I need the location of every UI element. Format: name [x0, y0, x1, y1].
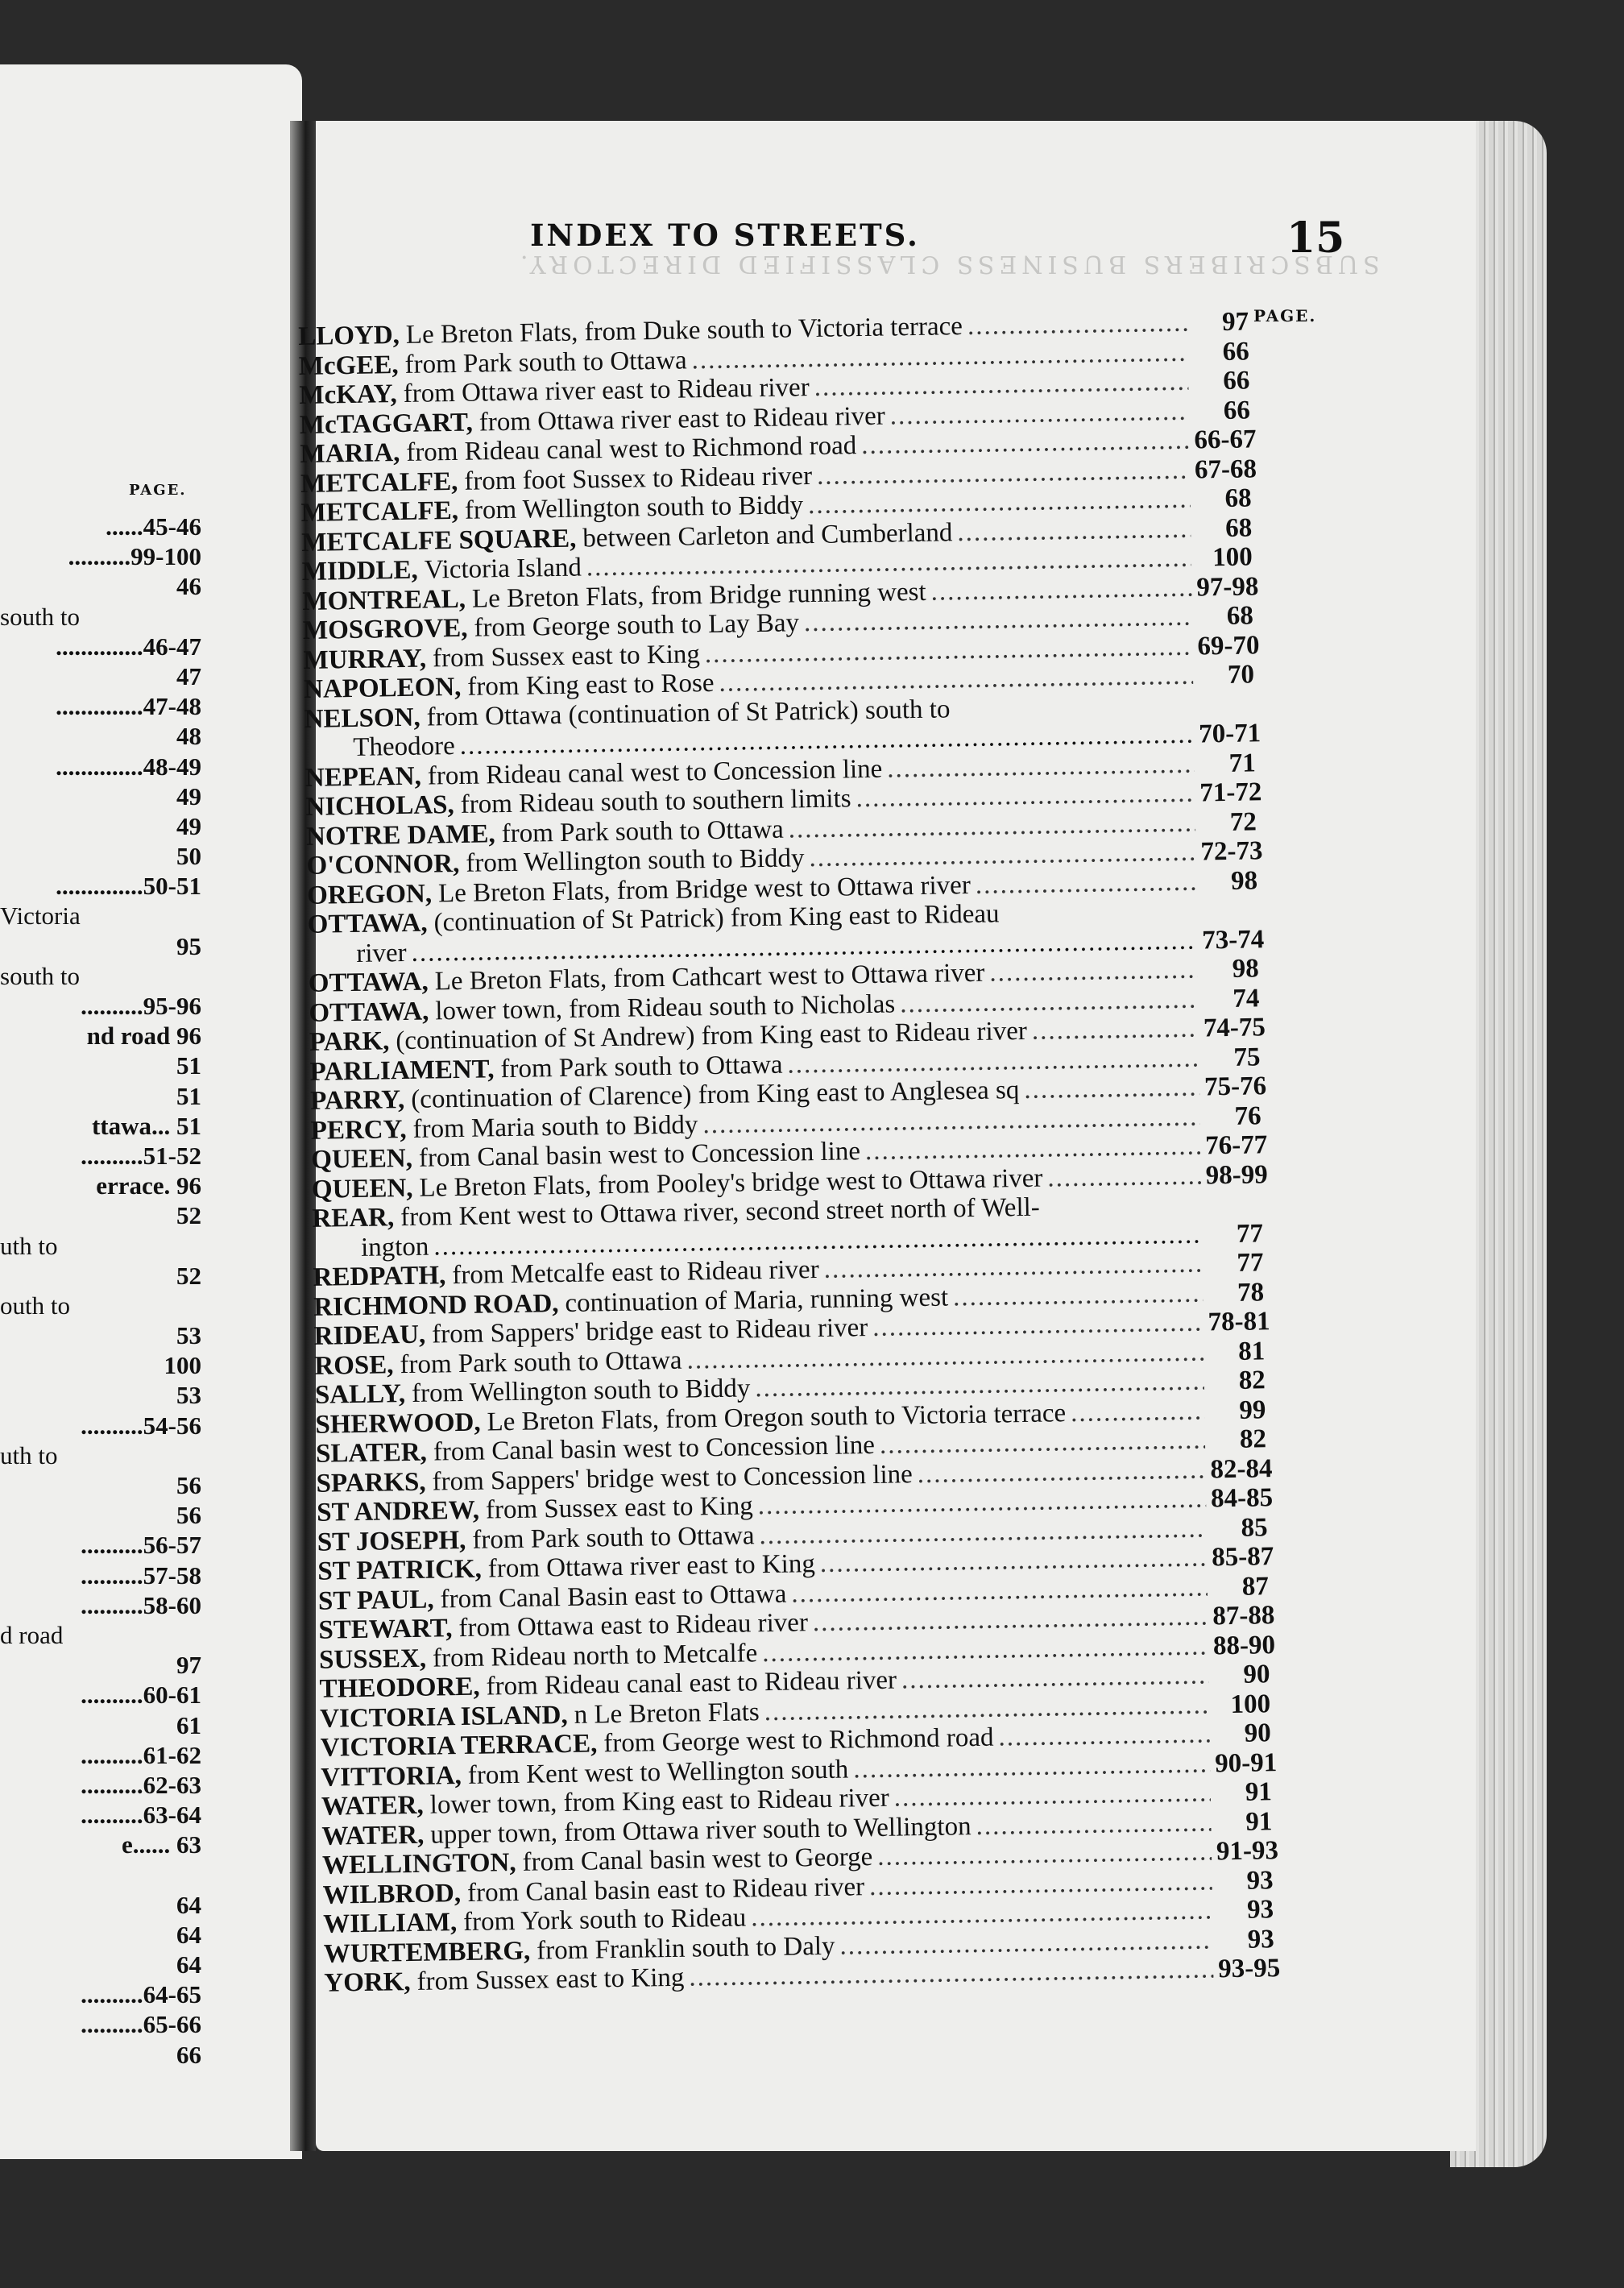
street-name: WURTEMBERG, — [323, 1936, 531, 1969]
street-name: OTTAWA, — [309, 997, 429, 1028]
continuation-text: river — [356, 938, 407, 968]
street-name: WELLINGTON, — [321, 1847, 516, 1880]
page-reference: 66 — [1223, 366, 1250, 396]
left-index-line: 56 — [176, 1501, 201, 1530]
street-description: from Rideau canal west to Richmond road — [406, 431, 857, 467]
street-name: PERCY, — [310, 1114, 407, 1146]
street-name: McKAY, — [299, 379, 398, 410]
street-name: PARRY, — [309, 1085, 405, 1116]
page-reference: 91 — [1245, 1806, 1273, 1837]
left-index-line: ..........99-100 — [68, 542, 201, 571]
page-reference: 90 — [1243, 1660, 1270, 1689]
left-page — [0, 64, 302, 2159]
street-description: from Sussex east to King — [416, 1963, 685, 1996]
left-index-line: ..........62-63 — [81, 1770, 201, 1799]
page-reference: 98 — [1232, 954, 1260, 984]
left-index-line: 50 — [176, 842, 201, 871]
left-index-line: 61 — [176, 1710, 201, 1739]
street-description: from Ottawa river east to Rideau river — [403, 373, 810, 408]
street-name: PARLIAMENT, — [309, 1054, 495, 1087]
bleed-through-text: SUBSCRIBERS BUSINESS CLASSIFIED DIRECTORY. — [516, 250, 1380, 278]
page-reference: 75-76 — [1204, 1071, 1267, 1102]
page-reference: 75 — [1233, 1042, 1261, 1072]
left-index-line: outh to — [0, 1291, 70, 1320]
page-reference: 87-88 — [1212, 1601, 1275, 1631]
left-index-line: 64 — [176, 1890, 201, 1919]
left-index-line: ..............46-47 — [56, 632, 201, 661]
leader-dots — [1071, 1396, 1205, 1428]
street-name: NEPEAN, — [304, 761, 422, 793]
page-reference: 71 — [1228, 748, 1257, 778]
continuation-text: Theodore — [353, 732, 456, 762]
street-description: from Wellington south to Biddy — [464, 491, 804, 525]
left-index-line: ..........95-96 — [81, 992, 201, 1020]
left-index-line: 52 — [176, 1201, 201, 1230]
street-name: ST JOSEPH, — [317, 1525, 466, 1557]
street-name: OTTAWA, — [307, 908, 428, 939]
street-description: Le Breton Flats, from Duke south to Victoria terrace — [405, 312, 963, 350]
left-index-line: 53 — [176, 1381, 201, 1410]
left-index-line: 48 — [176, 722, 201, 751]
page-reference: 93 — [1246, 1895, 1274, 1925]
street-description: from Kent west to Wellington south — [467, 1754, 849, 1790]
street-description: from Sussex east to King — [485, 1491, 754, 1525]
street-name: NELSON, — [304, 703, 420, 734]
street-name: VICTORIA TERRACE, — [320, 1729, 598, 1763]
left-index-line: ......45-46 — [106, 512, 201, 541]
leader-dots — [901, 1660, 1209, 1694]
page-reference: 81 — [1237, 1336, 1266, 1366]
street-index-list — [298, 307, 1281, 1998]
street-name: WILLIAM, — [322, 1908, 458, 1939]
street-description: from Park south to Ottawa — [501, 814, 785, 848]
left-index-line: Victoria — [0, 902, 81, 931]
left-index-line: ..........58-60 — [81, 1590, 201, 1619]
street-description: from Sussex east to King — [432, 639, 701, 673]
street-description: from Rideau north to Metcalfe — [432, 1638, 758, 1673]
street-name: METCALFE SQUARE, — [301, 524, 577, 557]
left-index-line: 51 — [176, 1081, 201, 1110]
page-reference: 77 — [1236, 1218, 1264, 1249]
street-description: from Rideau canal east to Rideau river — [486, 1665, 897, 1701]
street-description: from foot Sussex to Rideau river — [464, 461, 813, 496]
street-description: from Ottawa river east to King — [487, 1549, 816, 1584]
page-number: 15 — [1286, 213, 1345, 263]
leader-dots — [1032, 1014, 1199, 1047]
street-description: from Canal Basin east to Ottawa — [440, 1579, 787, 1614]
left-index-line: ..........60-61 — [81, 1681, 201, 1710]
street-name: PARK, — [309, 1026, 390, 1057]
leader-dots — [893, 1778, 1211, 1813]
street-description: from Metcalfe east to Rideau river — [452, 1254, 819, 1291]
left-index-line: ..........65-66 — [81, 2010, 201, 2039]
page-reference: 85 — [1241, 1512, 1268, 1543]
page-reference: 67-68 — [1194, 454, 1257, 485]
page-reference: 66-67 — [1194, 425, 1257, 455]
street-name: WATER, — [321, 1790, 425, 1822]
leader-dots — [975, 867, 1196, 900]
leader-dots — [967, 309, 1188, 342]
left-index-line: ..........57-58 — [81, 1561, 201, 1590]
street-name: QUEEN, — [311, 1143, 413, 1175]
street-description: from Canal basin west to George — [522, 1842, 873, 1877]
street-description: upper town, from Ottawa river south to Wellington — [430, 1811, 972, 1850]
street-name: O'CONNOR, — [306, 848, 460, 881]
street-description: from George west to Richmond road — [603, 1722, 994, 1759]
leader-dots — [880, 1425, 1206, 1460]
left-page-index-lines — [0, 512, 201, 2070]
street-name: OTTAWA, — [308, 967, 429, 998]
street-name: RICHMOND ROAD, — [313, 1288, 559, 1322]
leader-dots — [1024, 1073, 1199, 1105]
page-reference: 72 — [1229, 806, 1257, 837]
page-reference: 98-99 — [1205, 1159, 1269, 1190]
street-name: MONTREAL, — [302, 584, 466, 616]
street-description: lower town, from Rideau south to Nicholas — [435, 989, 896, 1026]
street-description: Le Breton Flats, from Bridge running west — [471, 577, 926, 614]
page-reference: 70 — [1227, 660, 1255, 690]
left-index-line: 97 — [176, 1651, 201, 1680]
page-reference: 90 — [1244, 1718, 1271, 1748]
left-index-line: south to — [0, 961, 81, 990]
street-description: from Sappers' bridge west to Concession line — [432, 1459, 914, 1497]
street-name: WILBROD, — [322, 1878, 462, 1910]
street-description: from Canal basin west to Concession line — [418, 1137, 861, 1173]
page-reference: 69-70 — [1197, 630, 1260, 661]
page-reference: 76 — [1234, 1100, 1262, 1131]
street-description: from Rideau canal west to Concession line — [427, 754, 883, 791]
left-index-line: errace. 96 — [96, 1171, 201, 1200]
page-reference: 93 — [1246, 1865, 1274, 1896]
page-reference: 85-87 — [1211, 1542, 1274, 1573]
left-index-line: 66 — [176, 2040, 201, 2069]
page-reference: 82 — [1238, 1366, 1266, 1395]
page-reference: 87 — [1241, 1571, 1270, 1602]
leader-dots — [989, 955, 1198, 989]
leader-dots — [889, 396, 1189, 430]
left-index-line: e...... 63 — [121, 1830, 201, 1859]
street-description: from Maria south to Biddy — [412, 1109, 698, 1144]
leader-dots — [1047, 1161, 1201, 1192]
street-name: ROSE, — [314, 1349, 394, 1381]
street-description: from Rideau south to southern limits — [460, 784, 851, 819]
page-reference: 72-73 — [1200, 836, 1263, 867]
left-index-line: ..........56-57 — [81, 1531, 201, 1560]
continuation-text: ington — [360, 1232, 429, 1262]
street-description: from Ottawa river east to Rideau river — [478, 401, 886, 437]
page-reference: 66 — [1222, 336, 1249, 367]
left-index-line: ..........64-65 — [81, 1980, 201, 2009]
street-description: from Wellington south to Biddy — [466, 843, 805, 878]
leader-dots — [887, 749, 1195, 783]
street-name: MARIA, — [300, 438, 400, 469]
left-index-line: 95 — [176, 931, 201, 960]
left-index-line: 64 — [176, 1950, 201, 1979]
street-name: THEODORE, — [319, 1672, 480, 1704]
page-reference: 78 — [1237, 1277, 1265, 1308]
leader-dots — [953, 1279, 1204, 1312]
left-index-line: 100 — [164, 1351, 201, 1380]
street-description: from Ottawa (continuation of St Patrick) south to — [426, 694, 951, 732]
street-name: YORK, — [324, 1967, 411, 1998]
street-name: REAR, — [312, 1203, 395, 1233]
street-name: STEWART, — [318, 1614, 453, 1645]
left-index-line — [0, 1859, 201, 1889]
page-reference: 93 — [1247, 1924, 1274, 1954]
street-name: ST PATRICK, — [317, 1554, 483, 1586]
page-reference: 91-93 — [1216, 1836, 1279, 1867]
street-name: NOTRE DAME, — [305, 819, 495, 852]
left-index-line: 52 — [176, 1261, 201, 1290]
left-index-line: 47 — [176, 661, 201, 690]
left-index-line: 53 — [176, 1321, 201, 1350]
page-reference: 90-91 — [1214, 1747, 1278, 1778]
street-name: McGEE, — [298, 350, 399, 381]
street-description: from Park south to Ottawa — [472, 1520, 755, 1555]
page-reference: 88-90 — [1212, 1630, 1276, 1660]
page-reference: 74-75 — [1203, 1013, 1266, 1043]
left-index-line: 49 — [176, 811, 201, 840]
left-index-line: 56 — [176, 1471, 201, 1499]
street-name: VITTORIA, — [321, 1760, 462, 1793]
street-name: VICTORIA ISLAND, — [319, 1700, 568, 1734]
page-reference: 70-71 — [1198, 719, 1262, 749]
left-index-line: ..........51-52 — [81, 1141, 201, 1170]
left-index-line: 49 — [176, 781, 201, 810]
page-reference: 66 — [1223, 395, 1251, 425]
leader-dots — [930, 573, 1191, 607]
street-name: SALLY, — [314, 1379, 406, 1410]
leader-dots — [957, 514, 1191, 547]
page-reference: 78-81 — [1208, 1307, 1270, 1337]
street-description: from Park south to Ottawa — [500, 1050, 783, 1084]
page-reference: 91 — [1245, 1777, 1273, 1807]
street-name: WATER, — [321, 1820, 425, 1851]
street-name: ST ANDREW, — [316, 1495, 480, 1527]
page-reference: 68 — [1226, 601, 1254, 631]
left-index-line: 64 — [176, 1920, 201, 1949]
street-name: OREGON, — [306, 878, 433, 910]
leader-dots — [917, 1455, 1205, 1489]
street-name: MIDDLE, — [301, 555, 419, 587]
page-reference: 84-85 — [1210, 1483, 1274, 1514]
left-index-line: 51 — [176, 1051, 201, 1080]
left-index-line: ..........54-56 — [81, 1411, 201, 1440]
street-name: SLATER, — [315, 1437, 428, 1469]
page-reference: 71-72 — [1199, 777, 1262, 808]
left-page-column-head: PAGE. — [129, 482, 187, 499]
street-description: (continuation of St Patrick) from King east to Rideau — [433, 899, 1000, 938]
street-description: Le Breton Flats, from Bridge west to Ottawa river — [437, 870, 972, 908]
street-description: from Canal basin east to Rideau river — [466, 1871, 865, 1908]
street-description: from York south to Rideau — [462, 1903, 747, 1938]
street-description: Le Breton Flats, from Cathcart west to Ottawa river — [434, 958, 985, 997]
leader-dots — [900, 984, 1199, 1018]
street-description: from Kent west to Ottawa river, second street north of Well- — [400, 1192, 1041, 1233]
leader-dots — [976, 1808, 1211, 1841]
page-reference: 99 — [1239, 1395, 1266, 1425]
street-description: from Sappers' bridge east to Rideau river — [431, 1313, 868, 1349]
street-description: from Park south to Ottawa — [400, 1345, 682, 1379]
street-description: (continuation of St Andrew) from King east to Rideau river — [396, 1016, 1028, 1056]
street-description: from Park south to Ottawa — [404, 345, 687, 379]
street-description: (continuation of Clarence) from King east to Anglesea sq — [411, 1076, 1020, 1114]
page-reference: 97-98 — [1196, 571, 1259, 603]
street-description: Victoria Island — [424, 553, 582, 585]
page-reference: 100 — [1212, 542, 1253, 573]
street-description: from Franklin south to Daly — [536, 1931, 835, 1966]
leader-dots — [998, 1719, 1210, 1752]
page-reference: 100 — [1230, 1689, 1271, 1719]
street-name: ST PAUL, — [317, 1585, 434, 1616]
street-name: NICHOLAS, — [305, 790, 455, 822]
page-reference: 82-84 — [1210, 1453, 1273, 1484]
street-name: RIDEAU, — [313, 1320, 426, 1351]
page-reference: 98 — [1230, 865, 1258, 896]
street-description: lower town, from King east to Rideau river — [429, 1783, 890, 1820]
street-name: LLOYD, — [298, 321, 400, 351]
left-index-line: ttawa... 51 — [91, 1111, 201, 1140]
street-description: Le Breton Flats, from Pooley's bridge west to Ottawa river — [419, 1163, 1043, 1203]
street-description: from Canal basin west to Concession line — [433, 1430, 876, 1467]
left-index-line: ..............50-51 — [56, 872, 201, 901]
left-index-line: d road — [0, 1620, 64, 1649]
left-index-line: ..........63-64 — [81, 1801, 201, 1830]
left-index-line: uth to — [0, 1440, 58, 1469]
page-reference: 82 — [1239, 1424, 1267, 1454]
street-description: n Le Breton Flats — [574, 1697, 760, 1730]
page-reference: 68 — [1224, 512, 1253, 543]
street-name: REDPATH, — [313, 1261, 446, 1292]
street-description: from George south to Lay Bay — [474, 608, 800, 643]
left-index-line: nd road 96 — [86, 1022, 201, 1051]
page-reference: 77 — [1237, 1248, 1264, 1278]
left-index-line: ..............48-49 — [56, 752, 201, 781]
page-column-head: PAGE. — [1253, 306, 1317, 325]
page-reference: 74 — [1232, 983, 1260, 1013]
page-reference: 68 — [1224, 483, 1252, 513]
left-index-line: ..............47-48 — [56, 692, 201, 721]
street-name: METCALFE, — [300, 466, 458, 499]
street-description: continuation of Maria, running west — [565, 1282, 949, 1318]
street-name: McTAGGART, — [299, 408, 474, 440]
street-description: from King east to Rose — [467, 668, 715, 702]
street-name: SUSSEX, — [318, 1643, 427, 1675]
page-reference: 93-95 — [1217, 1954, 1281, 1984]
left-index-line: uth to — [0, 1231, 58, 1260]
street-name: NAPOLEON, — [303, 672, 462, 704]
running-head: INDEX TO STREETS. — [530, 218, 920, 253]
street-description: from Ottawa east to Rideau river — [458, 1608, 809, 1643]
street-name: MURRAY, — [303, 644, 427, 675]
street-name: QUEEN, — [311, 1173, 413, 1204]
street-description: from Wellington south to Biddy — [411, 1374, 751, 1408]
street-description: between Carleton and Cumberland — [582, 517, 953, 553]
left-index-line: south to — [0, 602, 81, 631]
street-name: MOSGROVE, — [302, 613, 468, 645]
page-reference: 76-77 — [1204, 1130, 1268, 1161]
street-name: SHERWOOD, — [315, 1407, 481, 1440]
page-reference: 73-74 — [1201, 924, 1265, 955]
street-name: METCALFE, — [300, 495, 459, 528]
left-index-line: ..........61-62 — [81, 1740, 201, 1769]
street-description: Le Breton Flats, from Oregon south to Victoria terrace — [487, 1398, 1067, 1436]
street-name: SPARKS, — [316, 1467, 426, 1498]
page-reference: 97 — [1221, 307, 1249, 337]
left-index-line: 46 — [176, 572, 201, 601]
